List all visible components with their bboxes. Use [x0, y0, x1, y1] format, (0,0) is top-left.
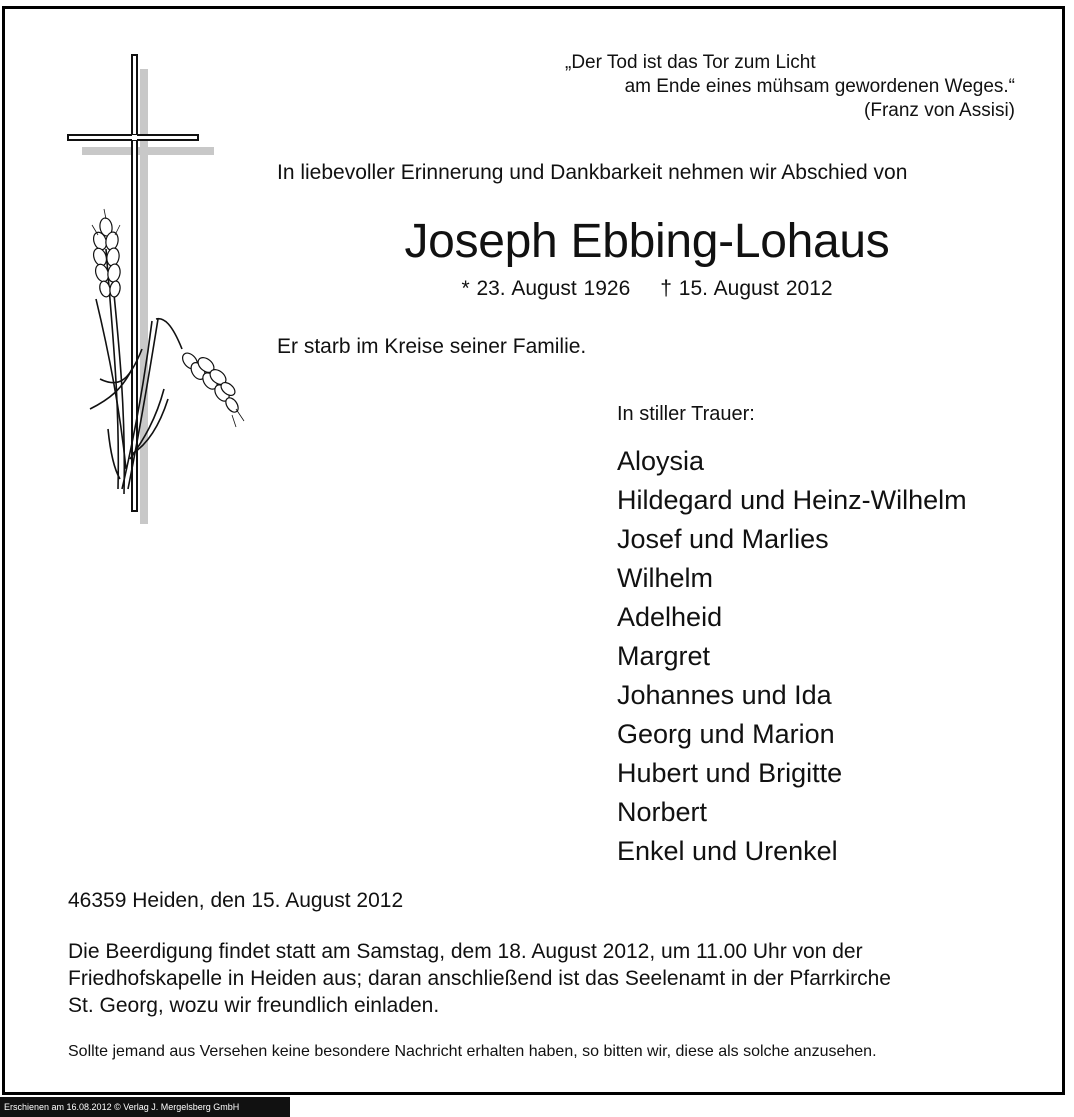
list-item: Enkel und Urenkel — [617, 836, 838, 866]
deceased-name: Joseph Ebbing-Lohaus — [404, 215, 890, 268]
life-dates — [277, 277, 1017, 301]
list-item: Hubert und Brigitte — [617, 758, 843, 788]
notice-note: Sollte jemand aus Versehen keine besondere Nachricht erhalten haben, so bitten wir, diese als solche anzusehen. — [68, 1043, 877, 1060]
list-item: Johannes und Ida — [617, 680, 832, 710]
mourners-list — [617, 442, 967, 871]
obituary-notice — [2, 6, 1065, 1095]
quote-block — [545, 51, 1015, 123]
mourners-label: In stiller Trauer: — [617, 403, 755, 425]
quote-author: (Franz von Assisi) — [864, 100, 1015, 121]
died-note: Er starb im Kreise seiner Familie. — [277, 335, 587, 358]
funeral-info — [68, 938, 1028, 1019]
funeral-line-2: Friedhofskapelle in Heiden aus; daran anschließend ist das Seelenamt in der Pfarrkirche — [68, 967, 891, 990]
list-item: Josef und Marlies — [617, 524, 829, 554]
intro-text: In liebevoller Erinnerung und Dankbarkeit nehmen wir Abschied von — [277, 161, 908, 184]
funeral-line-1: Die Beerdigung findet statt am Samstag, dem 18. August 2012, um 11.00 Uhr von der — [68, 940, 863, 963]
list-item: Adelheid — [617, 602, 723, 632]
list-item: Norbert — [617, 797, 708, 827]
list-item: Georg und Marion — [617, 719, 835, 749]
list-item: Aloysia — [617, 446, 705, 476]
birth-date: * 23. August 1926 — [461, 277, 631, 300]
funeral-line-3: St. Georg, wozu wir freundlich einladen. — [68, 994, 440, 1017]
list-item: Hildegard und Heinz-Wilhelm — [617, 485, 967, 515]
list-item: Margret — [617, 641, 711, 671]
quote-line-1: „Der Tod ist das Tor zum Licht — [565, 52, 816, 73]
publication-footer: Erschienen am 16.08.2012 © Verlag J. Mergelsberg GmbH — [0, 1097, 290, 1117]
cross-wheat-icon — [60, 49, 250, 529]
death-date: † 15. August 2012 — [660, 277, 833, 300]
place-date: 46359 Heiden, den 15. August 2012 — [68, 889, 404, 912]
list-item: Wilhelm — [617, 563, 714, 593]
quote-line-2: am Ende eines mühsam gewordenen Weges.“ — [624, 76, 1015, 97]
